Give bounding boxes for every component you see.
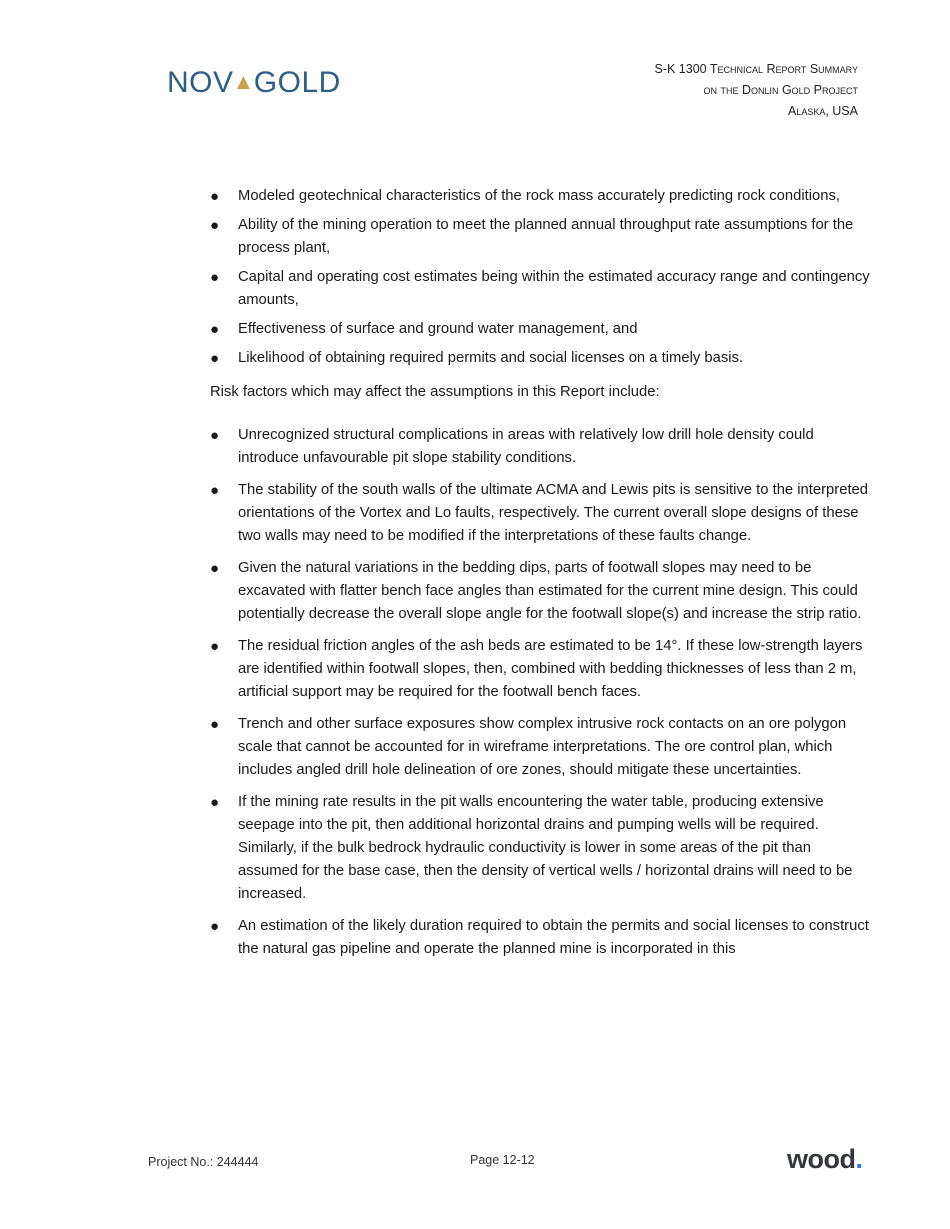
list-item: ● Unrecognized structural complications in areas with relatively low drill hole density could introduce unfavourable pit slope stability conditions. (210, 424, 870, 470)
list-item: ● Likelihood of obtaining required permits and social licenses on a timely basis. (210, 347, 870, 370)
list-item: ● Trench and other surface exposures show complex intrusive rock contacts on an ore polygon scale that cannot be accounted for in wireframe interpretations. The ore control plan, which includes angled drill hole delineation of ore zones, should mitigate these uncertainties. (210, 713, 870, 782)
list-item: ● Modeled geotechnical characteristics of the rock mass accurately predicting rock conditions, (210, 185, 870, 208)
list-item: ● Effectiveness of surface and ground water management, and (210, 318, 870, 341)
list-item: ● Ability of the mining operation to meet the planned annual throughput rate assumptions for the process plant, (210, 214, 870, 260)
report-title-line-3: Alaska, USA (787, 104, 858, 118)
logo-suffix: GOLD (253, 66, 341, 99)
logo-prefix: NOV (167, 66, 234, 99)
wood-logo-dot: . (855, 1144, 863, 1174)
list-item: ● Capital and operating cost estimates being within the estimated accuracy range and contingency amounts, (210, 266, 870, 312)
list-item: ● The residual friction angles of the ash beds are estimated to be 14°. If these low-strength layers are identified within footwall slopes, then, combined with bedding thicknesses of less than 2 m, artificial support may be required for the footwall bench faces. (210, 635, 870, 704)
list-item: ● If the mining rate results in the pit walls encountering the water table, producing extensive seepage into the pit, then additional horizontal drains and pumping wells will be required. Similarly, if the bulk bedrock hydraulic conductivity is lower in some areas of the pit than assumed for the base case, then the density of vertical wells / horizontal drains will need to be increased. (210, 791, 870, 906)
bullet-icon: ● (210, 321, 220, 338)
bullet-icon: ● (210, 560, 220, 577)
project-number: Project No.: 244444 (148, 1155, 259, 1169)
page-number: Page 12-12 (470, 1153, 535, 1167)
list-item: ● Given the natural variations in the bedding dips, parts of footwall slopes may need to be excavated with flatter bench face angles than estimated for the current mine design. This could potentially decrease the overall slope angle for the footwall slope(s) and increase the strip ratio. (210, 557, 870, 626)
report-title-line-2: on the Donlin Gold Project (703, 83, 858, 97)
assumptions-list (210, 185, 870, 370)
list-item: ● The stability of the south walls of the ultimate ACMA and Lewis pits is sensitive to the interpreted orientations of the Vortex and Lo faults, respectively. The current overall slope designs of these two walls may need to be modified if the interpretations of these faults change. (210, 479, 870, 548)
bullet-icon: ● (210, 350, 220, 367)
report-title-line-1: S-K 1300 Technical Report Summary (654, 62, 858, 76)
bullet-icon: ● (210, 918, 220, 935)
bullet-icon: ● (210, 794, 220, 811)
bullet-icon: ● (210, 188, 220, 205)
risk-factors-intro: Risk factors which may affect the assumptions in this Report include: (210, 384, 660, 400)
bullet-icon: ● (210, 716, 220, 733)
risk-factors-list (210, 424, 870, 961)
wood-logo (787, 1143, 863, 1175)
wood-logo-word: wood (787, 1144, 856, 1174)
bullet-icon: ● (210, 482, 220, 499)
bullet-icon: ● (210, 427, 220, 444)
list-item: ● An estimation of the likely duration required to obtain the permits and social licenses to construct the natural gas pipeline and operate the planned mine is incorporated in this (210, 915, 870, 961)
bullet-icon: ● (210, 638, 220, 655)
bullet-icon: ● (210, 269, 220, 286)
logo-accent-icon: ▲ (232, 69, 255, 94)
main-content (210, 185, 870, 970)
novagold-logo (167, 64, 341, 101)
report-title-block (655, 59, 859, 122)
bullet-icon: ● (210, 217, 220, 234)
